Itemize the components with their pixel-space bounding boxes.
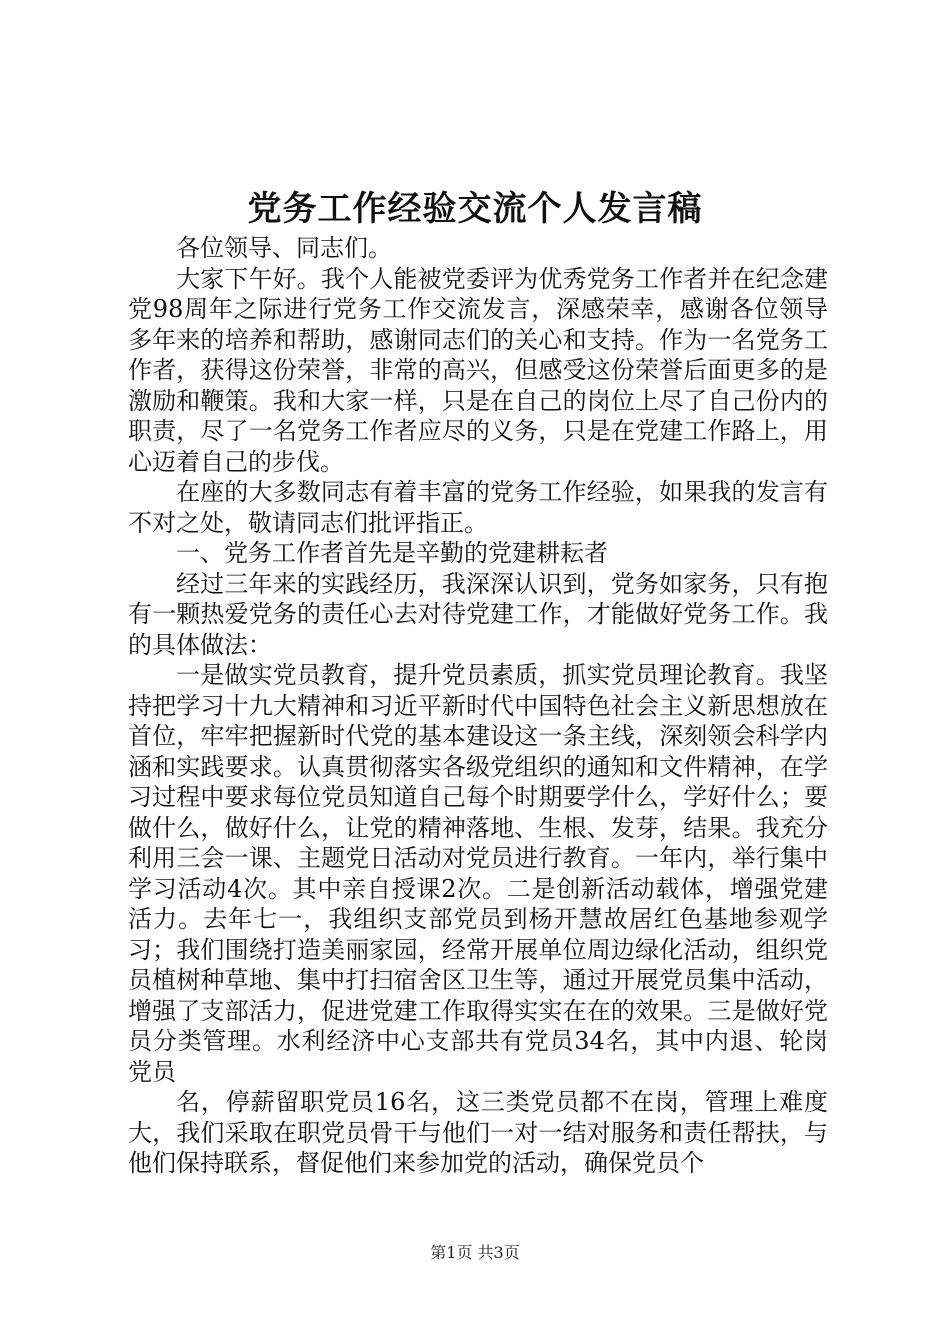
- page-title: 党务工作经验交流个人发言稿: [247, 189, 703, 229]
- paragraph-experience: 经过三年来的实践经历，我深深认识到，党务如家务，只有抱有一颗热爱党务的责任心去对待党建工作，才能做好党务工作。我的具体做法：: [128, 569, 828, 659]
- paragraph-opening: 大家下午好。我个人能被党委评为优秀党务工作者并在纪念建党98周年之际进行党务工作交流发言，深感荣幸，感谢各位领导多年来的培养和帮助，感谢同志们的关心和支持。作为一名党务工作者，获得这份荣誉，非常的高兴，但感受这份荣誉后面更多的是激励和鞭策。我和大家一样，只是在自己的岗位上尽了自己份内的职责，尽了一名党务工作者应尽的义务，只是在党建工作路上，用心迈着自己的步伐。: [128, 264, 828, 476]
- page-footer: 第1页 共3页: [430, 1243, 520, 1262]
- paragraph-management: 名，停薪留职党员16名，这三类党员都不在岗，管理上难度大，我们采取在职党员骨干与他们一对一结对服务和责任帮扶，与他们保持联系，督促他们来参加党的活动，确保党员个: [128, 1088, 828, 1177]
- section-heading-1: 一、党务工作者首先是辛勤的党建耕耘者: [176, 539, 608, 567]
- paragraph-modesty: 在座的大多数同志有着丰富的党务工作经验，如果我的发言有不对之处，敬请同志们批评指正。: [128, 478, 828, 537]
- document-body: [128, 233, 828, 1179]
- paragraph-greeting: 各位领导、同志们。: [176, 234, 392, 262]
- paragraph-practices: 一是做实党员教育，提升党员素质，抓实党员理论教育。我坚持把学习十九大精神和习近平新时代中国特色社会主义新思想放在首位，牢牢把握新时代党的基本建设这一条主线，深刻领会科学内涵和实践要求。认真贯彻落实各级党组织的通知和文件精神，在学习过程中要求每位党员知道自己每个时期要学什么，学好什么；要做什么，做好什么，让党的精神落地、生根、发芽，结果。我充分利用三会一课、主题党日活动对党员进行教育。一年内，举行集中学习活动4次。其中亲自授课2次。二是创新活动载体，增强党建活力。去年七一，我组织支部党员到杨开慧故居红色基地参观学习；我们围绕打造美丽家园，经常开展单位周边绿化活动，组织党员植树种草地、集中打扫宿舍区卫生等，通过开展党员集中活动，增强了支部活力，促进党建工作取得实实在在的效果。三是做好党员分类管理。水利经济中心支部共有党员34名，其中内退、轮岗党员: [128, 661, 828, 1086]
